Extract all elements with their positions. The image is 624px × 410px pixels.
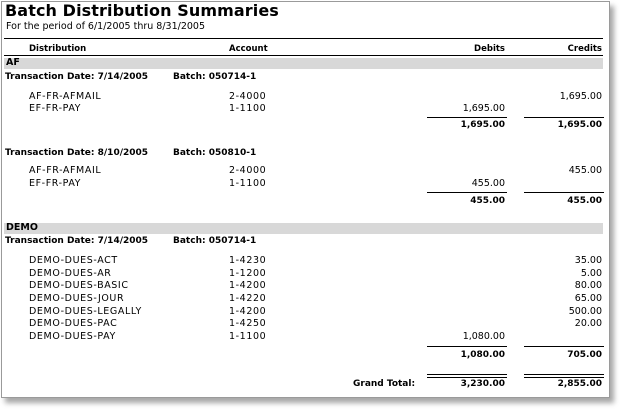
batch-label: Batch: 050714-1 (173, 236, 257, 246)
batch-label: Batch: 050714-1 (173, 72, 257, 82)
transaction-date: Transaction Date: 7/14/2005 (5, 72, 149, 82)
col-debits: Debits (474, 44, 505, 54)
subtotal-rule (427, 346, 507, 347)
header-bottom-rule (4, 55, 603, 56)
subtotal-credit: 1,695.00 (557, 120, 602, 130)
subtotal-rule (427, 192, 507, 193)
col-distribution: Distribution (29, 44, 87, 54)
report-page: Batch Distribution Summaries For the period of 6/1/2005 thru 8/31/2005 Distribution Account Debits Credits AF Transaction Date: 7/14/2005 Batch: 050714-1 AF-FR-AFMAIL 2-4000 1,695.00 EF-FR-PAY 1-1100 1,695.00 1,695.00 1,695.00 Transaction Date: 8/10/2005 Batch: 050810-1 AF-FR-AFMAIL 2-4000 455.00 EF-FR-PAY 1-1100 455.00 455.00 455.00 DEMO Transaction Date: 7/14/2005 Batch: 050714-1 DEMO-DUES-ACT 1-4230 35.00 DEMO-DUES-AR 1-1200 5.00 DEMO-DUES-BASIC 1-4200 80.00 DEMO-DUES-JOUR 1-4220 65.00 DEMO-DUES-LEGALLY 1-4200 500.00 DEMO-DUES-PAC 1-4250 20.00 DEMO-DUES-PAY 1-1100 1,080.00 1,080.00 705.00 Grand Total: 3,230.00 2,855.00 (1, 1, 610, 398)
group-band: DEMO (4, 223, 603, 234)
report-period: For the period of 6/1/2005 thru 8/31/2005 (6, 21, 206, 32)
subtotal-rule (427, 117, 507, 118)
report-title: Batch Distribution Summaries (5, 1, 279, 20)
col-account: Account (229, 44, 268, 54)
subtotal-debit: 1,695.00 (460, 120, 505, 130)
grand-total-rule (524, 374, 604, 378)
grand-total-credit: 2,855.00 (557, 379, 602, 389)
subtotal-rule (524, 117, 604, 118)
subtotal-rule (524, 192, 604, 193)
col-credits: Credits (567, 44, 602, 54)
subtotal-debit: 455.00 (470, 196, 505, 206)
subtotal-credit: 705.00 (567, 350, 602, 360)
grand-total-label: Grand Total: (353, 379, 416, 389)
transaction-date: Transaction Date: 8/10/2005 (5, 148, 149, 158)
group-band: AF (4, 58, 603, 69)
grand-total-rule (427, 374, 507, 378)
subtotal-debit: 1,080.00 (460, 350, 505, 360)
transaction-date: Transaction Date: 7/14/2005 (5, 236, 149, 246)
batch-label: Batch: 050810-1 (173, 148, 257, 158)
header-top-rule (4, 38, 603, 39)
subtotal-rule (524, 346, 604, 347)
grand-total-debit: 3,230.00 (460, 379, 505, 389)
subtotal-credit: 455.00 (567, 196, 602, 206)
